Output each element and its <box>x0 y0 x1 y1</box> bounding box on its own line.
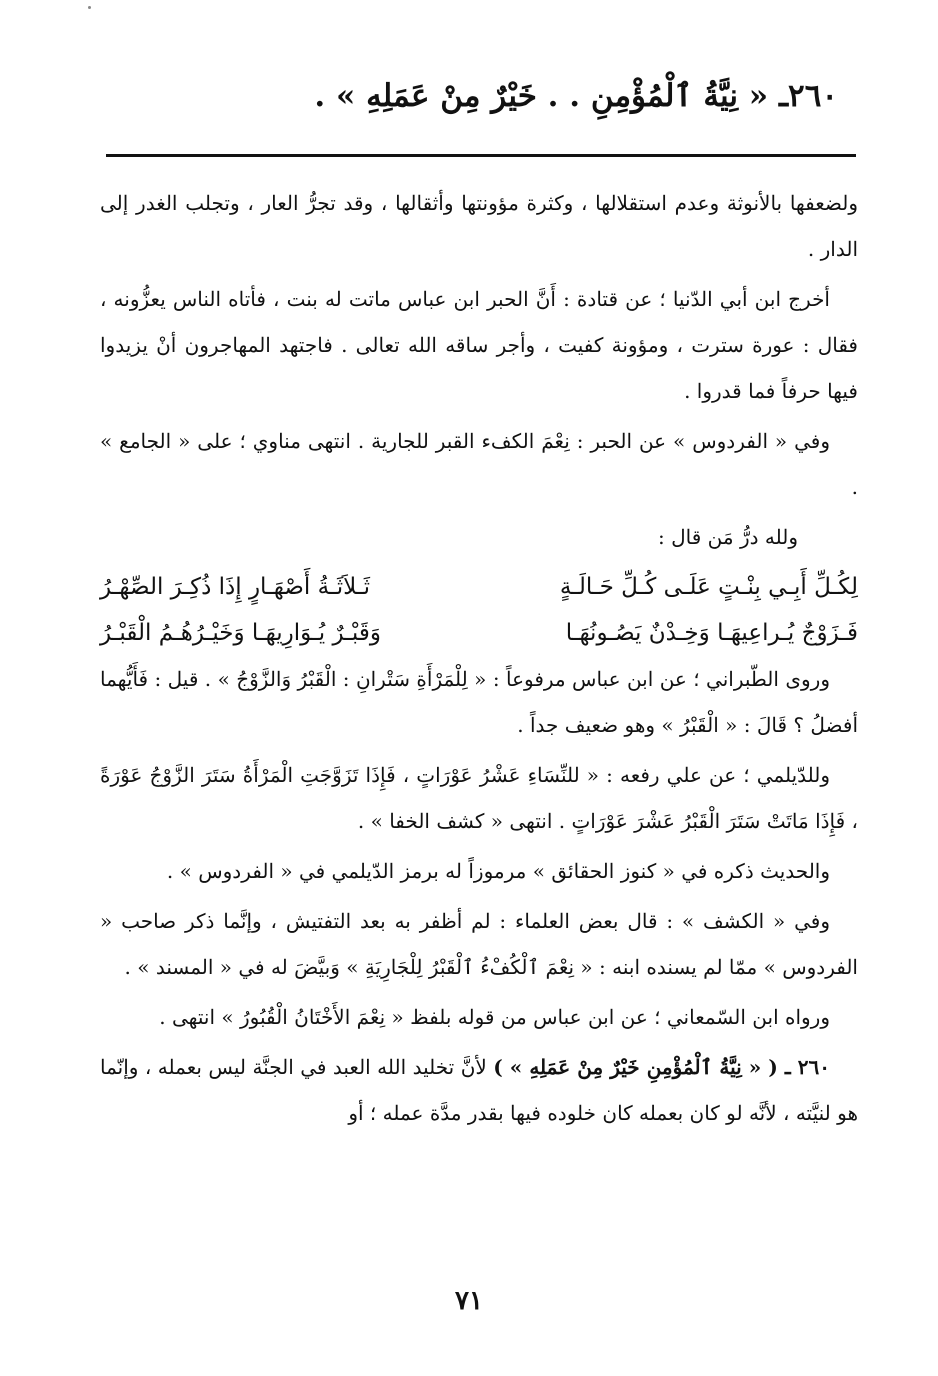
paragraph-2: أخرج ابن أبي الدّنيا ؛ عن قتادة : أَنَّ الحبر ابن عباس ماتت له بنت ، فأتاه الناس يعزُّونه ، فقال : عورة سترت ، ومؤونة كفيت ، وأجر ساقه الله تعالى . فاجتهد المهاجرون أنْ يزيدوا فيها حرفاً فما قدروا . <box>100 287 858 403</box>
commentary-heading: ٢٦٠ ـ ( « نِيَّةُ ٱلْمُؤْمِنِ خَيْرٌ مِنْ عَمَلِهِ » ) <box>493 1055 830 1079</box>
verse-2-second-half: وَقَبْـرٌ يُـوَارِيهَـا وَخَيْـرُهُـمُ الْقَبْـرُ <box>100 620 381 646</box>
verse-1-second-half: ثَـلاَثَـةُ أَصْهَـارٍ إِذَا ذُكِـرَ الصِّهْـرُ <box>100 574 370 600</box>
verse-1 <box>100 564 858 610</box>
paragraph-7: والحديث ذكره في « كنوز الحقائق » مرموزاً له برمز الدّيلمي في « الفردوس » . <box>166 859 830 883</box>
paragraph-8: وفي « الكشف » : قال بعض العلماء : لم أظفر به بعد التفتيش ، وإنَّما ذكر صاحب « الفردوس » ممّا لم يسنده ابنه : « نِعْمَ ٱلْكُفْءُ ٱلْقَبْرُ لِلْجَارِيَةِ » وَبيَّضَ له في « المسند » . <box>100 909 858 979</box>
verse-2 <box>100 610 858 656</box>
header-rule <box>106 154 856 157</box>
page-body <box>100 180 858 1140</box>
paragraph-5: وروى الطّبراني ؛ عن ابن عباس مرفوعاً : « لِلْمَرْأَةِ سَتْرانِ : الْقَبْرُ وَالزَّوْجُ » . قيل : فَأَيُّهما أفضلُ ؟ قَالَ : « الْقَبْرُ » وهو ضعيف جداً . <box>100 667 858 737</box>
page-header: ٢٦٠ـ « نِيَّةُ ٱلْمُؤْمِنِ . . خَيْرٌ مِنْ عَمَلِهِ » . <box>314 78 838 114</box>
paragraph-1: ولضعفها بالأنوثة وعدم استقلالها ، وكثرة مؤونتها وأثقالها ، وقد تجرُّ العار ، وتجلب الغدر إلى الدار . <box>100 191 858 261</box>
paragraph-10 <box>100 1044 858 1136</box>
poem <box>100 564 858 656</box>
paragraph-4: ولله درُّ مَن قال : <box>658 525 798 549</box>
verse-2-first-half: فَـزَوْجٌ يُـراعِيهَـا وَخِـدْنٌ يَصُـونُهَـا <box>565 620 858 646</box>
paragraph-3: وفي « الفردوس » عن الحبر : نِعْمَ الكفء القبر للجارية . انتهى مناوي ؛ على « الجامع » . <box>100 429 858 499</box>
commentary-text: لأنَّ تخليد الله العبد في الجنَّة ليس بعمله ، وإنّما هو لنيَّته ، لأنَّه لو كان بعمله كان خلوده فيها بقدر مدَّة عمله ؛ أو <box>100 1055 858 1125</box>
verse-1-first-half: لِكُـلِّ أَبِـي بِنْـتٍ عَلَـى كُـلِّ حَـالَـةٍ <box>559 574 858 600</box>
page-number: ٧١ <box>455 1286 483 1316</box>
paragraph-9: ورواه ابن السّمعاني ؛ عن ابن عباس من قوله بلفظ « نِعْمَ الأَخْتَانُ الْقُبُورُ » انتهى . <box>159 1005 830 1029</box>
paragraph-6: وللدّيلمي ؛ عن علي رفعه : « للنِّسَاءِ عَشْرُ عَوْرَاتٍ ، فَإِذَا تَزَوَّجَتِ الْمَرْأَةُ سَتَرَ الزَّوْجُ عَوْرَةً ، فَإِذَا مَاتَتْ سَتَرَ الْقَبْرُ عَشْرَ عَوْرَاتٍ . انتهى « كشف الخفا » . <box>100 763 858 833</box>
corner-dot <box>88 6 91 9</box>
